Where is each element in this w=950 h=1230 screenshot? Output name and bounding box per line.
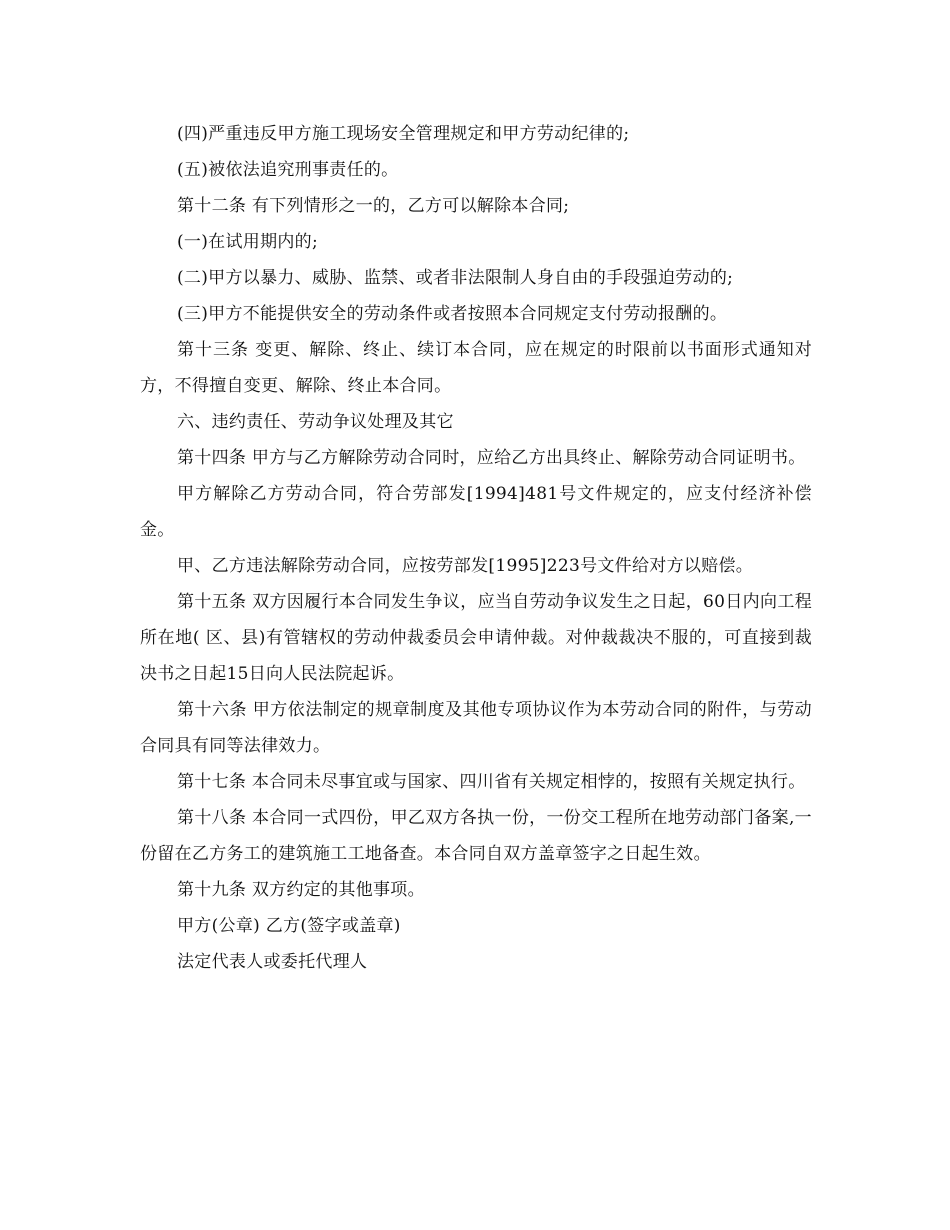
- paragraph-item-2: (二)甲方以暴力、威胁、监禁、或者非法限制人身自由的手段强迫劳动的;: [177, 268, 734, 288]
- article-18: 第十八条 本合同一式四份，甲乙双方各执一份，一份交工程所在地劳动部门备案,一份留在乙方务工的建筑施工工地备查。本合同自双方盖章签字之日起生效。: [140, 808, 812, 864]
- article-16: 第十六条 甲方依法制定的规章制度及其他专项协议作为本劳动合同的附件，与劳动合同具有同等法律效力。: [140, 700, 812, 756]
- document-body: [140, 116, 812, 980]
- paragraph-item-4: (四)严重违反甲方施工现场安全管理规定和甲方劳动纪律的;: [177, 124, 630, 144]
- article-14-damages: 甲、乙方违法解除劳动合同，应按劳部发[1995]223号文件给对方以赔偿。: [177, 556, 754, 576]
- paragraph-item-5: (五)被依法追究刑事责任的。: [177, 160, 399, 180]
- paragraph-item-3: (三)甲方不能提供安全的劳动条件或者按照本合同规定支付劳动报酬的。: [177, 304, 728, 324]
- section-heading-6: 六、违约责任、劳动争议处理及其它: [177, 412, 454, 432]
- article-19: 第十九条 双方约定的其他事项。: [177, 880, 425, 900]
- legal-representative: 法定代表人或委托代理人: [177, 952, 368, 972]
- signature-parties: 甲方(公章) 乙方(签字或盖章): [177, 916, 401, 936]
- article-14: 第十四条 甲方与乙方解除劳动合同时，应给乙方出具终止、解除劳动合同证明书。: [177, 448, 806, 468]
- article-13: 第十三条 变更、解除、终止、续订本合同，应在规定的时限前以书面形式通知对方，不得擅自变更、解除、终止本合同。: [140, 340, 812, 396]
- article-14-compensation: 甲方解除乙方劳动合同，符合劳部发[1994]481号文件规定的，应支付经济补偿金。: [140, 484, 812, 540]
- article-12: 第十二条 有下列情形之一的，乙方可以解除本合同;: [177, 196, 570, 216]
- article-15: 第十五条 双方因履行本合同发生争议，应当自劳动争议发生之日起，60日内向工程所在地( 区、县)有管辖权的劳动仲裁委员会申请仲裁。对仲裁裁决不服的，可直接到裁决书之日起15日向人民法院起诉。: [140, 592, 812, 684]
- paragraph-item-1: (一)在试用期内的;: [177, 232, 318, 252]
- article-17: 第十七条 本合同未尽事宜或与国家、四川省有关规定相悖的，按照有关规定执行。: [177, 772, 806, 792]
